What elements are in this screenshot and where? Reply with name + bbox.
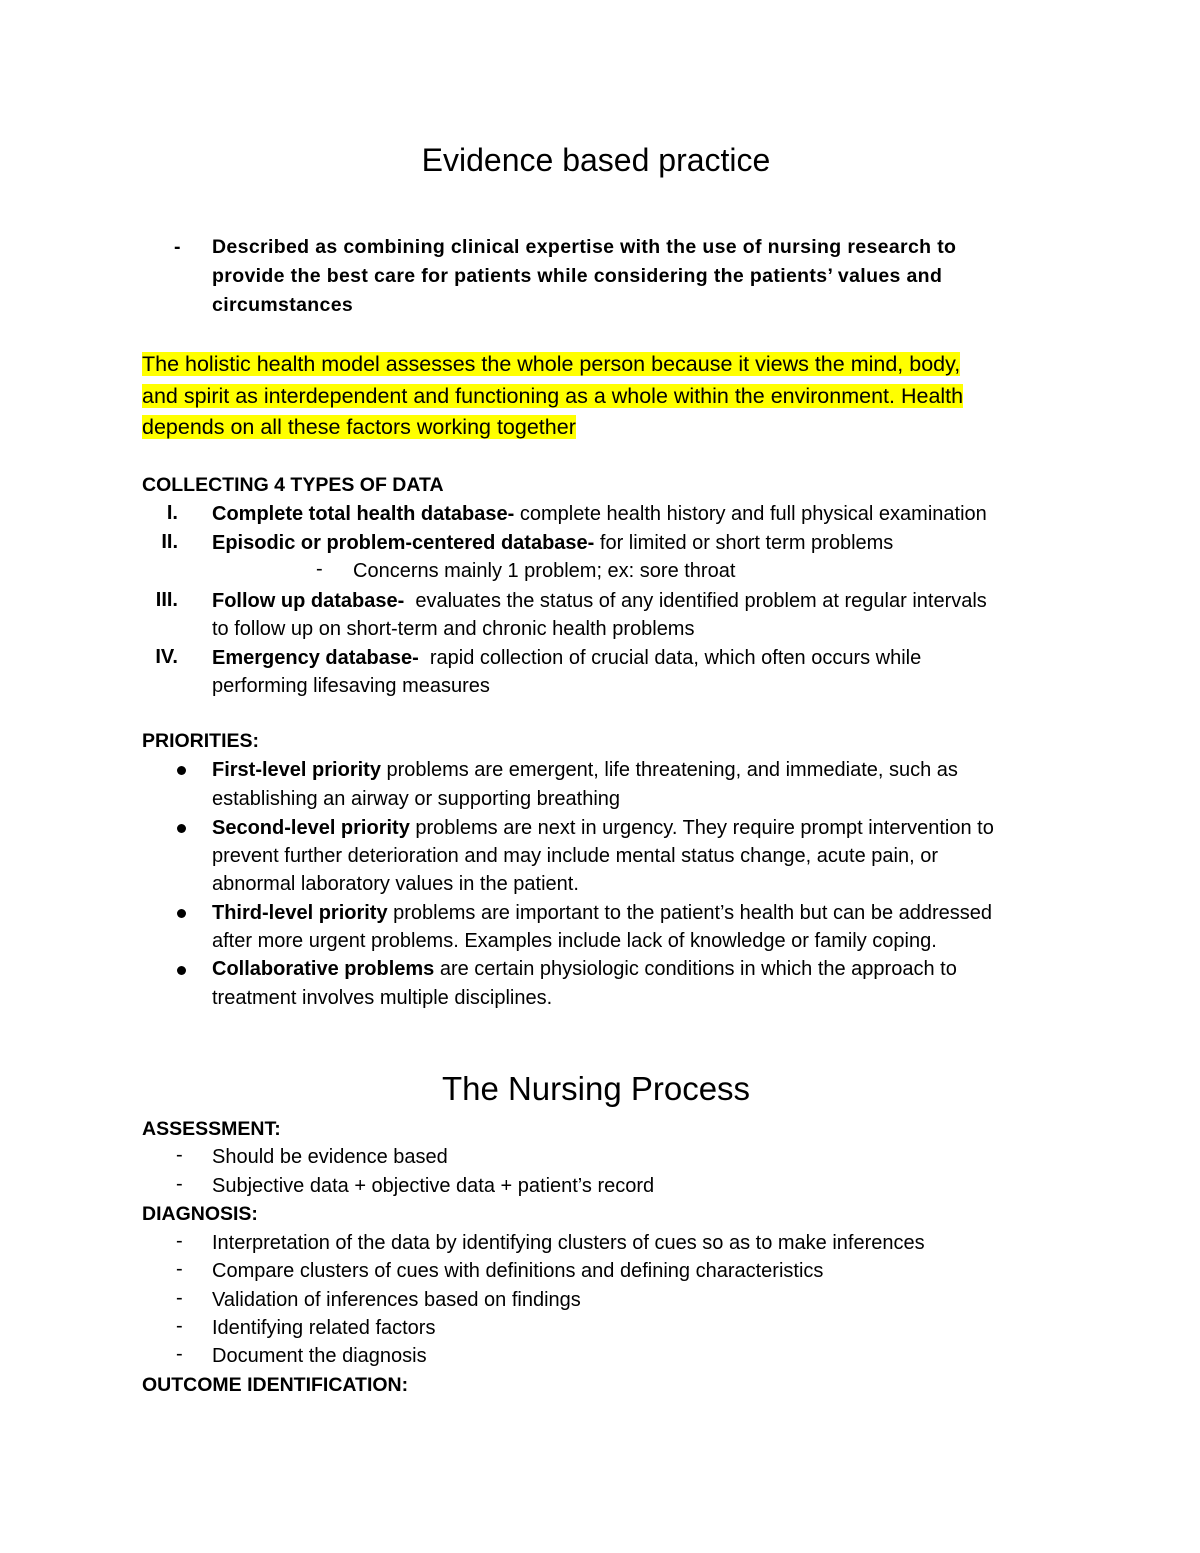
- definition-line: provide the best care for patients while considering the patients’ values and: [212, 265, 943, 287]
- priority-item: [212, 899, 992, 928]
- data-type-item: [212, 529, 893, 558]
- data-type-desc: rapid collection of crucial data, which often occurs while: [418, 647, 922, 669]
- priority-item: [212, 955, 957, 984]
- diagnosis-item: Validation of inferences based on findings: [212, 1289, 581, 1311]
- data-type-term: Follow up database-: [212, 590, 405, 612]
- assessment-item: Subjective data + objective data + patient’s record: [212, 1175, 655, 1197]
- page-title: Evidence based practice: [421, 142, 771, 178]
- data-type-desc-cont: to follow up on short-term and chronic health problems: [212, 618, 695, 640]
- priority-desc: problems are next in urgency. They require prompt intervention to: [409, 817, 994, 839]
- list-dash: -: [176, 1258, 183, 1280]
- data-type-desc: complete health history and full physical examination: [514, 503, 987, 525]
- priority-term: Collaborative problems: [212, 958, 435, 980]
- section-title: The Nursing Process: [441, 1070, 751, 1107]
- definition-dash: -: [174, 236, 181, 258]
- list-dash: -: [176, 1144, 183, 1166]
- priority-desc: problems are important to the patient’s health but can be addressed: [387, 902, 993, 924]
- list-dash: -: [176, 1173, 183, 1195]
- assessment-item: Should be evidence based: [212, 1146, 448, 1168]
- list-dash: -: [176, 1287, 183, 1309]
- diagnosis-item: Compare clusters of cues with definitions and defining characteristics: [212, 1260, 824, 1282]
- priority-term: First-level priority: [212, 759, 381, 781]
- data-type-term: Episodic or problem-centered database-: [212, 532, 595, 554]
- diagnosis-item: Identifying related factors: [212, 1317, 436, 1339]
- priority-term: Third-level priority: [212, 902, 388, 924]
- priorities-heading: PRIORITIES:: [142, 730, 260, 752]
- priority-desc-cont: prevent further deterioration and may include mental status change, acute pain, or: [212, 845, 938, 867]
- priority-desc: problems are emergent, life threatening, and immediate, such as: [380, 759, 958, 781]
- highlighted-line: depends on all these factors working together: [142, 415, 576, 439]
- diagnosis-item: Interpretation of the data by identifying clusters of cues so as to make inferences: [212, 1232, 925, 1254]
- assessment-heading: ASSESSMENT:: [142, 1118, 281, 1140]
- bullet-icon: [177, 909, 186, 918]
- highlighted-line: and spirit as interdependent and functioning as a whole within the environment. Health: [142, 383, 964, 408]
- list-dash: -: [176, 1343, 183, 1365]
- priority-item: [212, 814, 994, 843]
- priority-desc-cont: establishing an airway or supporting breathing: [212, 788, 621, 810]
- bullet-icon: [177, 824, 186, 833]
- priority-desc-cont: treatment involves multiple disciplines.: [212, 987, 553, 1009]
- list-dash: -: [176, 1315, 183, 1337]
- data-type-term: Complete total health database-: [212, 503, 515, 525]
- priority-term: Second-level priority: [212, 817, 410, 839]
- list-marker: II.: [161, 531, 178, 553]
- data-type-desc-cont: performing lifesaving measures: [212, 675, 490, 697]
- data-type-term: Emergency database-: [212, 647, 419, 669]
- data-type-desc: for limited or short term problems: [594, 532, 894, 554]
- priority-desc: are certain physiologic conditions in which the approach to: [434, 958, 957, 980]
- priority-item: [212, 756, 958, 785]
- sub-dash: -: [316, 558, 323, 580]
- data-type-item: [212, 644, 921, 673]
- sub-item: Concerns mainly 1 problem; ex: sore throat: [353, 560, 736, 582]
- bullet-icon: [177, 966, 186, 975]
- definition-line: Described as combining clinical expertise with the use of nursing research to: [212, 236, 957, 258]
- list-marker: IV.: [155, 646, 178, 668]
- highlighted-line: The holistic health model assesses the whole person because it views the mind, body,: [142, 352, 961, 376]
- bullet-icon: [177, 766, 186, 775]
- priority-desc-cont: after more urgent problems. Examples include lack of knowledge or family coping.: [212, 930, 937, 952]
- list-dash: -: [176, 1230, 183, 1252]
- data-type-item: [212, 500, 987, 529]
- data-type-item: [212, 587, 987, 616]
- holistic-paragraph: [142, 349, 963, 444]
- list-marker: III.: [155, 589, 178, 611]
- diagnosis-item: Document the diagnosis: [212, 1345, 427, 1367]
- priority-desc-cont: abnormal laboratory values in the patient.: [212, 873, 579, 895]
- data-types-heading: COLLECTING 4 TYPES OF DATA: [142, 474, 444, 496]
- diagnosis-heading: DIAGNOSIS:: [142, 1203, 258, 1225]
- data-type-desc: evaluates the status of any identified problem at regular intervals: [404, 590, 987, 612]
- list-marker: I.: [166, 502, 178, 524]
- outcome-heading: OUTCOME IDENTIFICATION:: [142, 1374, 409, 1396]
- definition-line: circumstances: [212, 294, 354, 316]
